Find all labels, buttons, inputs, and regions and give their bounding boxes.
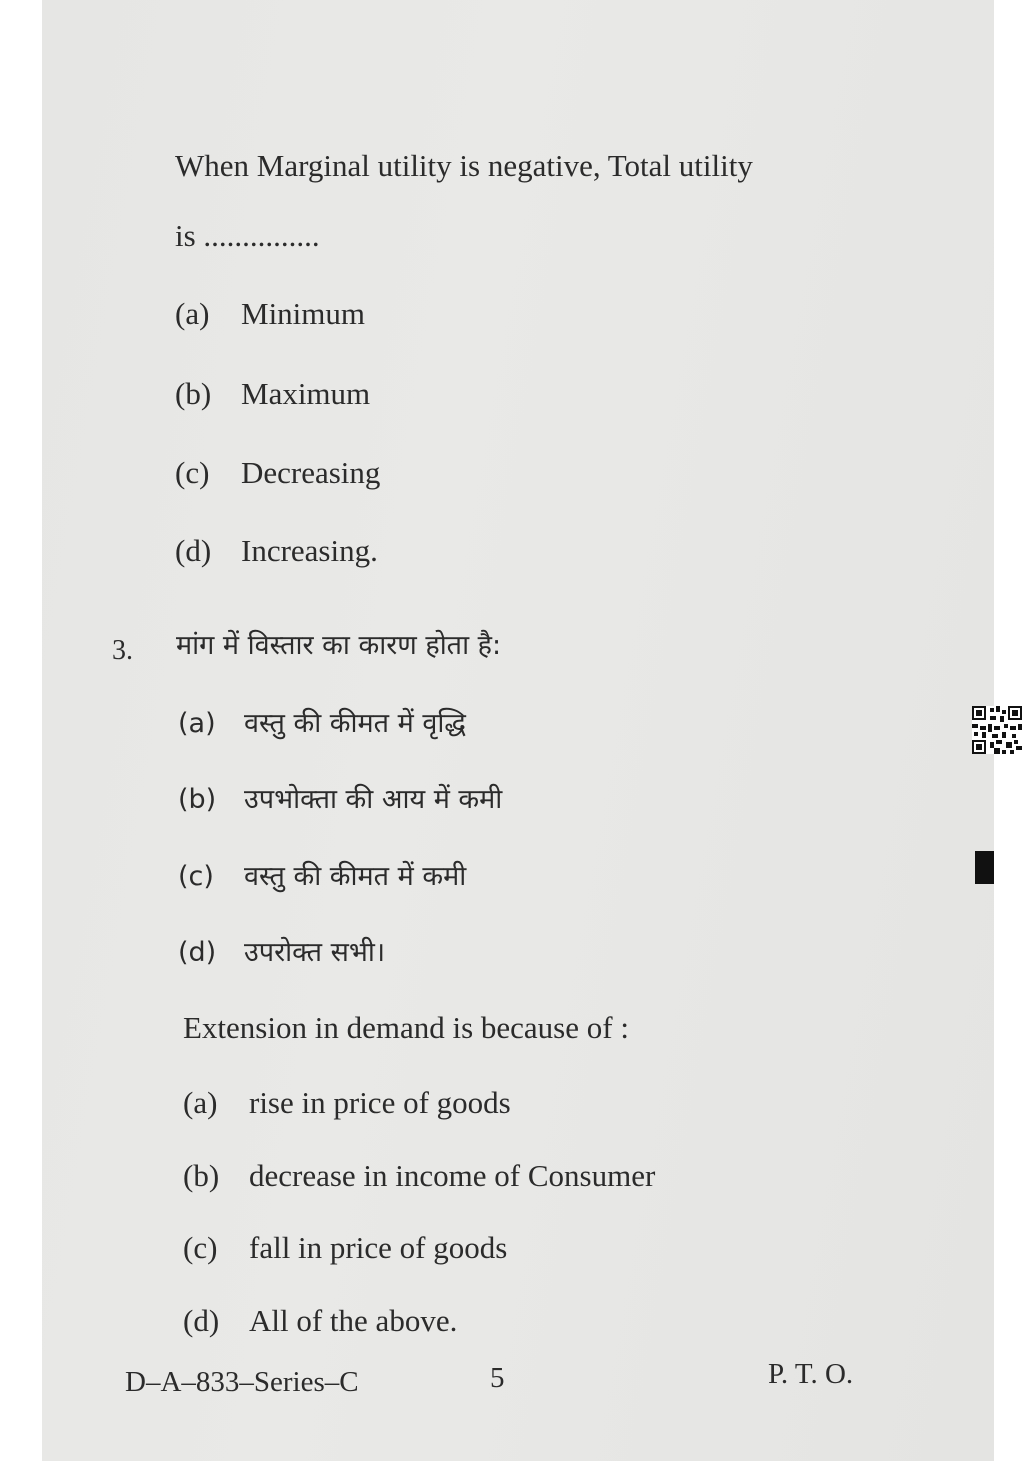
q3-hindi-option-c [178,859,466,895]
option-text: उपभोक्ता की आय में कमी [244,784,503,815]
option-text: fall in price of goods [249,1230,508,1265]
option-label: (d) [175,533,212,568]
option-label: (a) [175,296,210,331]
option-label: (b) [175,376,212,411]
option-label: (b) [183,1158,220,1193]
option-text: Decreasing [241,455,381,490]
q2-option-b [175,376,370,412]
black-side-tab [975,851,994,884]
q2-option-c [175,455,380,491]
option-text: decrease in income of Consumer [249,1158,656,1193]
option-label: (d) [183,1303,220,1338]
option-label: (c) [175,455,210,490]
option-label: (d) [178,937,217,968]
option-label: (c) [183,1230,218,1265]
q3-english-option-b [183,1158,655,1194]
q2-stem-line2: is ............... [175,218,320,253]
option-text: वस्तु की कीमत में वृद्धि [244,708,466,739]
q3-hindi-option-d [178,935,385,971]
footer-pto: P. T. O. [768,1358,854,1390]
option-label: (c) [178,861,214,892]
q2-stem-line1: When Marginal utility is negative, Total utility [175,148,753,183]
qr-code-icon [972,706,1022,754]
question-number: 3. [112,635,133,666]
option-text: Minimum [241,296,366,331]
q3-english-option-c [183,1230,507,1266]
q2-option-d [175,533,378,569]
footer-code: D–A–833–Series–C [125,1366,359,1398]
q3-english-stem: Extension in demand is because of : [183,1010,629,1045]
q2-option-a [175,296,365,332]
left-margin [0,0,42,1461]
q3-english-option-a [183,1085,511,1121]
option-text: उपरोक्त सभी। [244,937,386,968]
option-label: (a) [183,1085,218,1120]
footer-page-number: 5 [490,1362,505,1394]
q3-hindi-option-a [178,706,466,742]
q3-hindi-option-b [178,782,502,818]
q3-english-option-d [183,1303,457,1339]
option-text: Increasing. [241,533,378,568]
option-text: वस्तु की कीमत में कमी [244,861,467,892]
option-text: Maximum [241,376,371,411]
option-text: All of the above. [249,1303,458,1338]
option-label: (a) [178,708,216,739]
option-label: (b) [178,784,217,815]
option-text: rise in price of goods [249,1085,511,1120]
q3-hindi-stem: मांग में विस्तार का कारण होता है: [176,630,502,661]
